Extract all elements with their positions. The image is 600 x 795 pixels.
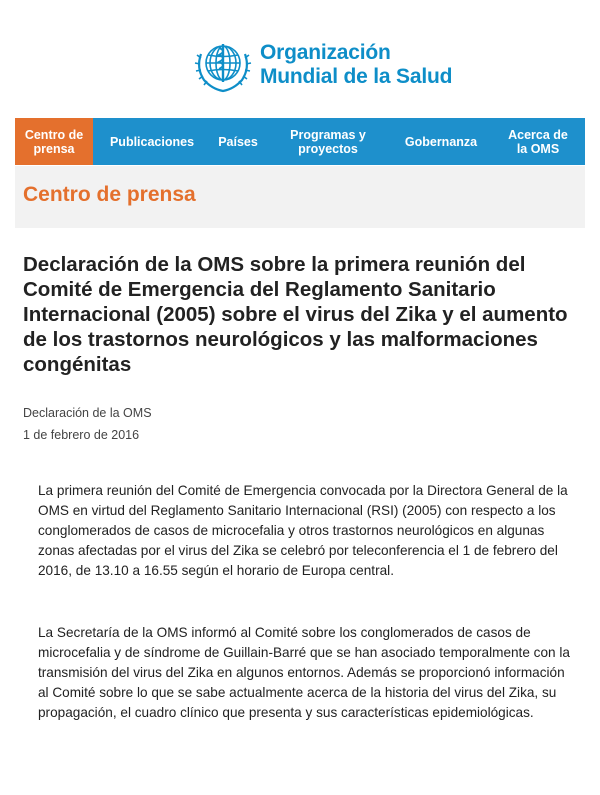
- nav-item-acerca-de-la-oms[interactable]: [491, 118, 585, 165]
- who-emblem-icon: [192, 34, 254, 96]
- nav-item-paises[interactable]: [211, 118, 265, 165]
- logo-line-2: Mundial de la Salud: [260, 65, 453, 88]
- site-header: [0, 0, 600, 118]
- nav-item-label: Gobernanza: [404, 134, 478, 149]
- nav-item-label: Programas y proyectos: [290, 127, 366, 156]
- nav-item-label: Acerca de la OMS: [508, 127, 568, 156]
- section-title: Centro de prensa: [23, 183, 196, 206]
- nav-item-gobernanza[interactable]: [391, 118, 491, 165]
- article-paragraph-2: La Secretaría de la OMS informó al Comité sobre los conglomerados de casos de microcefalia y de síndrome de Guillain-Barré que se han asociado temporalmente con la transmisión del virus del Zika en algunos entornos. Además se proporcionó información al Comité sobre lo que se sabe actualmente acerca de la historia del virus del Zika, su propagación, el cuadro clínico que presenta y sus características epidemiológicas.: [38, 625, 570, 720]
- section-banner: [15, 166, 585, 228]
- article-headline: Declaración de la OMS sobre la primera reunión del Comité de Emergencia del Reglamento Sanitario Internacional (2005) sobre el virus del Zika y el aumento de los trastornos neurológicos y las malformaciones congénitas: [23, 253, 568, 376]
- nav-item-label: Centro de prensa: [24, 127, 84, 156]
- article-paragraph-1: La primera reunión del Comité de Emergencia convocada por la Directora General de la OMS en virtud del Reglamento Sanitario Internacional (RSI) (2005) con respecto a los conglomerados de casos de microcefalia y otros trastornos neurológicos en algunas zonas afectadas por el virus del Zika se celebró por teleconferencia el 1 de febrero del 2016, de 13.10 a 16.55 según el horario de Europa central.: [38, 483, 568, 578]
- who-logo[interactable]: [192, 34, 452, 96]
- nav-item-publicaciones[interactable]: [93, 118, 211, 165]
- nav-item-label: Países: [218, 134, 258, 149]
- nav-item-programas-y-proyectos[interactable]: [265, 118, 391, 165]
- nav-item-centro-de-prensa[interactable]: [15, 118, 93, 165]
- nav-item-label: Publicaciones: [109, 134, 195, 149]
- logo-line-1: Organización: [260, 41, 391, 64]
- main-navigation: [15, 118, 585, 165]
- logo-wordmark: [260, 41, 452, 89]
- article-type: Declaración de la OMS: [23, 406, 152, 420]
- article-meta: [23, 402, 152, 446]
- article-date: 1 de febrero de 2016: [23, 428, 140, 442]
